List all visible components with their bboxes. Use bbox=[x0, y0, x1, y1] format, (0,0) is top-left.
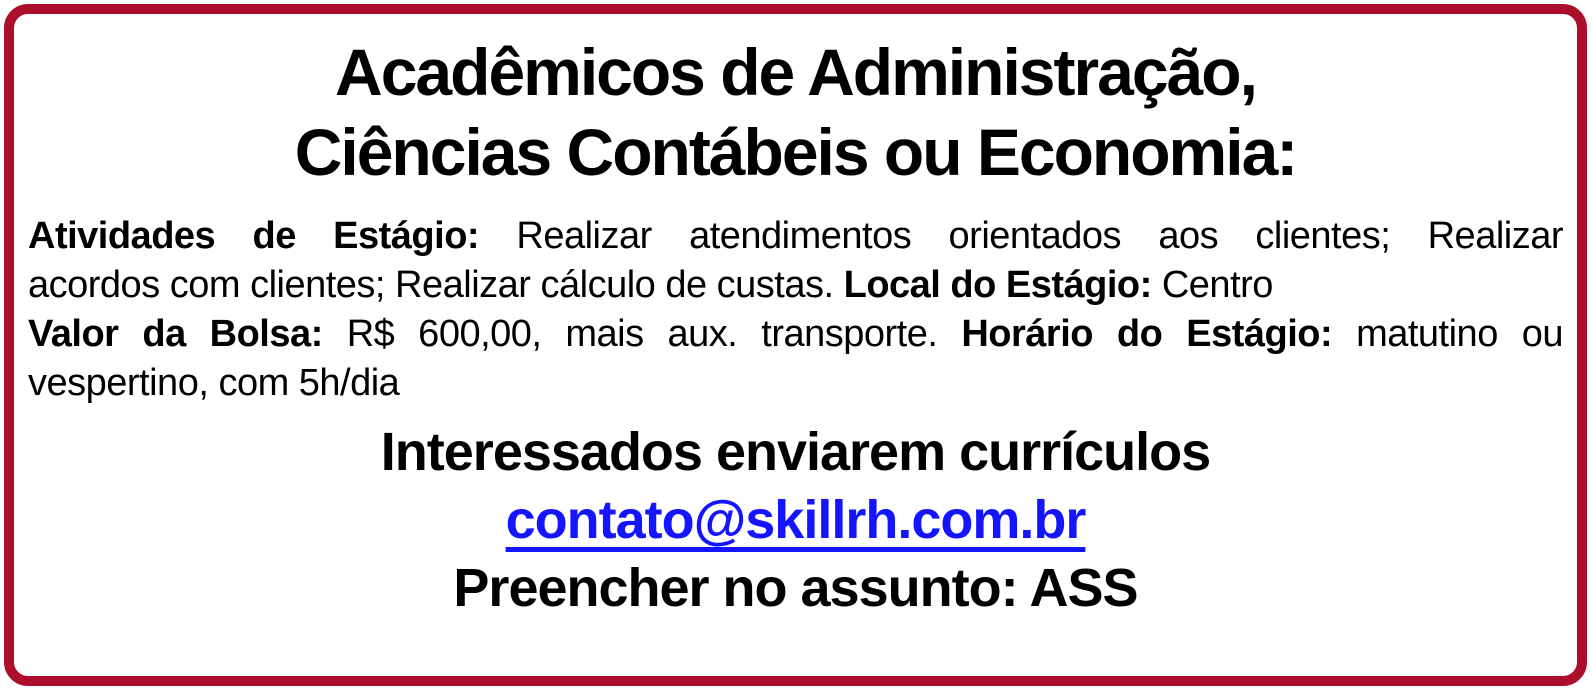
email-line bbox=[26, 486, 1565, 554]
title-line-1: Acadêmicos de Administração, bbox=[335, 35, 1256, 109]
body-line-stipend-schedule: Valor da Bolsa: R$ 600,00, mais aux. transporte. Horário do Estágio: matutino ou bbox=[28, 313, 1564, 355]
title-line-2: Ciências Contábeis ou Economia: bbox=[294, 115, 1297, 189]
poster-title bbox=[26, 32, 1565, 192]
subject-text: Preencher no assunto: ASS bbox=[453, 558, 1138, 618]
poster-border bbox=[4, 4, 1587, 686]
body-line-activities: Atividades de Estágio: Realizar atendimentos orientados aos clientes; Realizar bbox=[28, 215, 1564, 257]
email-link[interactable]: contato@skillrh.com.br bbox=[505, 490, 1086, 550]
body-line-location: acordos com clientes; Realizar cálculo de custas. Local do Estágio: Centro bbox=[28, 264, 1273, 306]
internship-details bbox=[28, 212, 1563, 408]
application-instructions bbox=[26, 418, 1565, 622]
poster-content bbox=[14, 14, 1577, 676]
body-line-schedule-cont: vespertino, com 5h/dia bbox=[28, 362, 400, 404]
cta-text: Interessados enviarem currículos bbox=[380, 422, 1211, 482]
